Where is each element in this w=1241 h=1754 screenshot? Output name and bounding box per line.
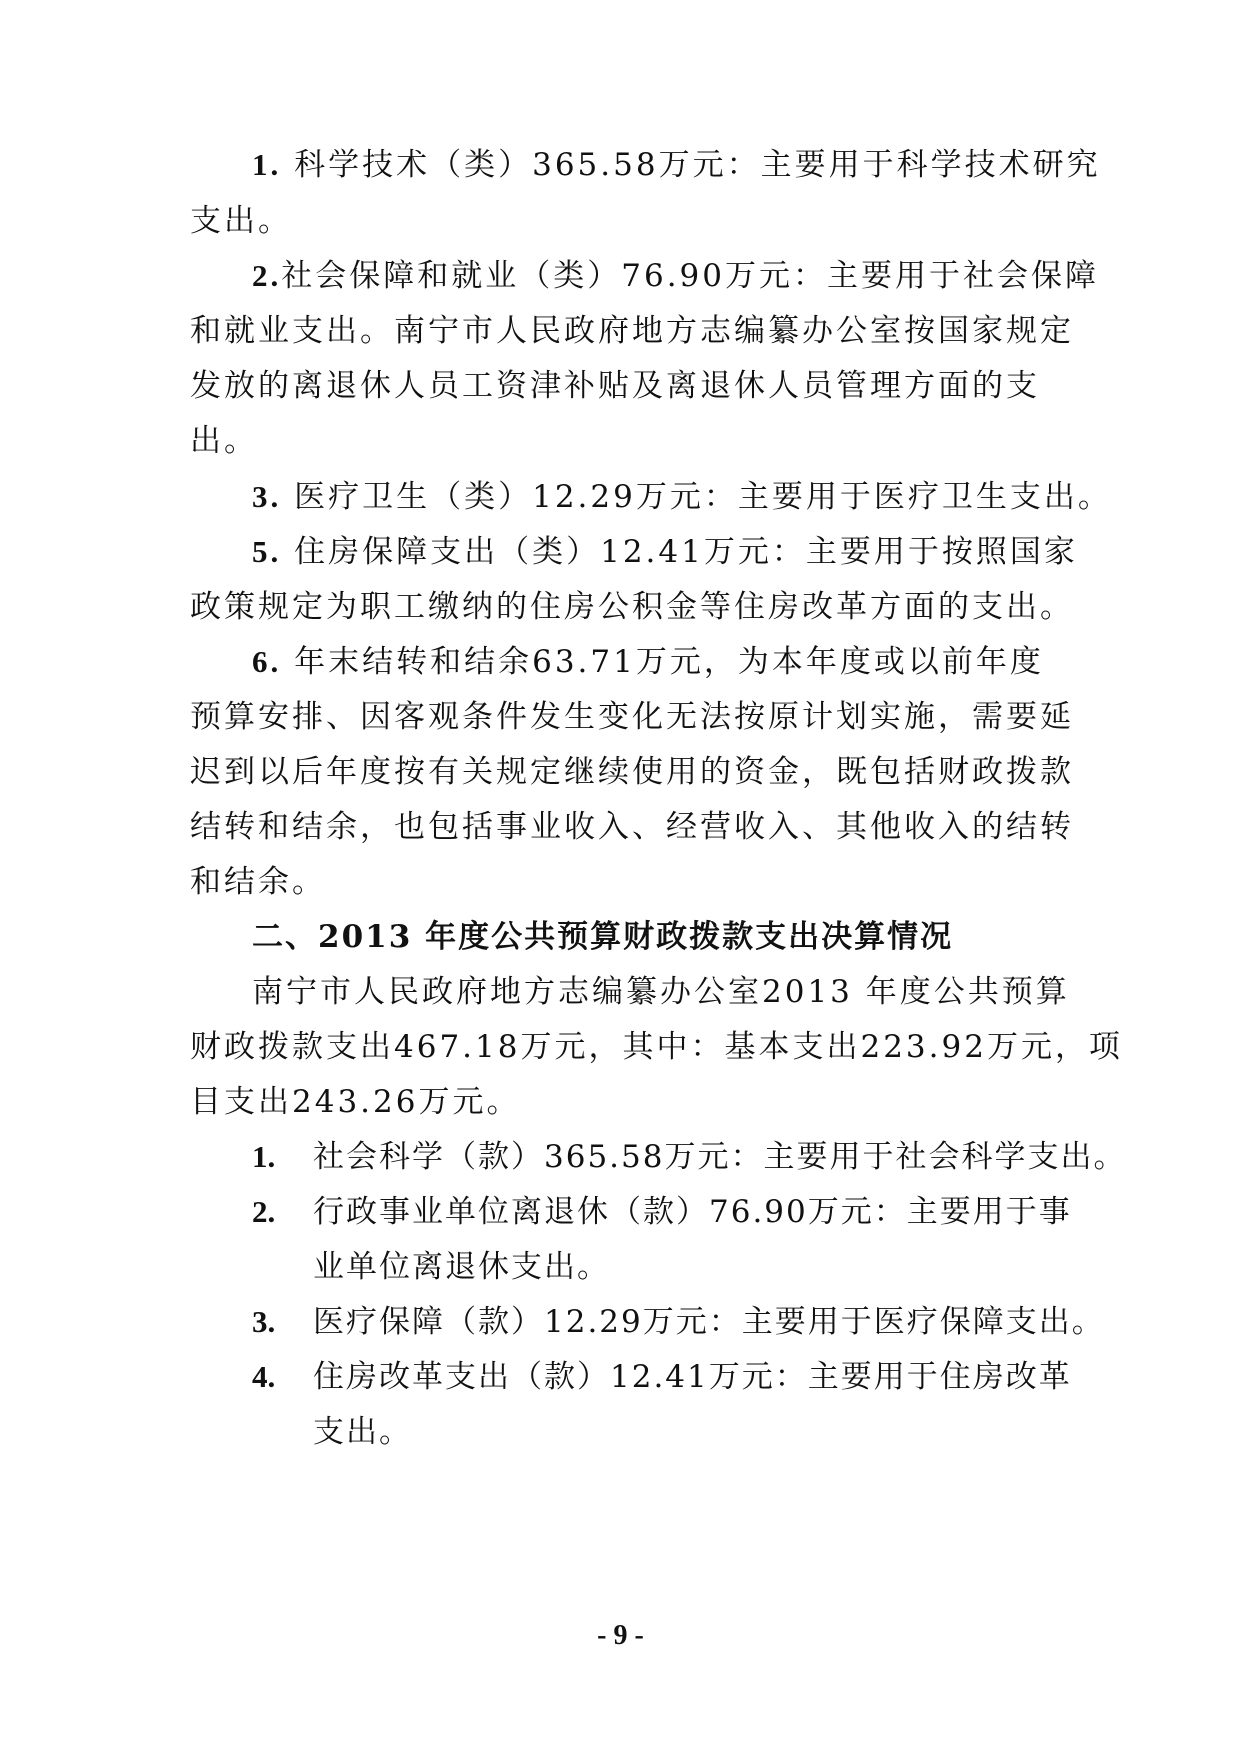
item-2-line-4: 出。	[190, 423, 258, 459]
s2-item-3-line-1: 医疗保障（款）12.29万元：主要用于医疗保障支出。	[313, 1304, 1105, 1340]
item-5-text: 住房保障支出（类）12.41万元：主要用于按照国家	[294, 534, 1078, 570]
item-6-text: 年末结转和结余63.71万元，为本年度或以前年度	[294, 644, 1044, 680]
s2-item-1-number: 1.	[252, 1139, 276, 1174]
item-1-text: 科学技术（类）365.58万元：主要用于科学技术研究	[294, 147, 1101, 183]
s2-item-2-line-1: 行政事业单位离退休（款）76.90万元：主要用于事	[313, 1194, 1072, 1230]
s2-item-2-line-2: 业单位离退休支出。	[313, 1249, 610, 1285]
section-2-intro-line-3: 目支出243.26万元。	[190, 1084, 521, 1120]
item-3-number: 3.	[252, 479, 282, 514]
page-number: - 9 -	[597, 1620, 644, 1651]
s2-item-4-number: 4.	[252, 1359, 276, 1394]
item-6-line-1	[252, 642, 1050, 682]
item-2-line-3: 发放的离退休人员工资津补贴及离退休人员管理方面的支	[190, 368, 1040, 404]
s2-item-1-line-1: 社会科学（款）365.58万元：主要用于社会科学支出。	[313, 1139, 1127, 1175]
item-6-number: 6.	[252, 644, 282, 679]
item-2-line-1	[252, 256, 1099, 296]
item-3-text: 医疗卫生（类）12.29万元：主要用于医疗卫生支出。	[294, 479, 1112, 515]
item-5-line-2: 政策规定为职工缴纳的住房公积金等住房改革方面的支出。	[190, 589, 1074, 625]
section-2-heading: 二、2013 年度公共预算财政拨款支出决算情况	[252, 919, 954, 955]
section-2-intro-line-2: 财政拨款支出467.18万元，其中：基本支出223.92万元，项	[190, 1029, 1123, 1065]
item-6-line-5: 和结余。	[190, 864, 326, 900]
item-3-line-1	[252, 477, 1112, 517]
s2-item-3-number: 3.	[252, 1304, 276, 1339]
s2-item-4-line-1: 住房改革支出（款）12.41万元：主要用于住房改革	[313, 1359, 1072, 1395]
item-1-line-2: 支出。	[190, 203, 292, 239]
s2-item-4-line-2: 支出。	[313, 1414, 412, 1450]
s2-item-2-number: 2.	[252, 1194, 276, 1229]
item-2-number: 2.	[252, 258, 282, 293]
item-1-line-1	[252, 145, 1101, 185]
item-2-line-2: 和就业支出。南宁市人民政府地方志编纂办公室按国家规定	[190, 313, 1074, 349]
item-2-text: 社会保障和就业（类）76.90万元：主要用于社会保障	[281, 258, 1099, 294]
item-6-line-3: 迟到以后年度按有关规定继续使用的资金，既包括财政拨款	[190, 754, 1074, 790]
item-6-line-4: 结转和结余，也包括事业收入、经营收入、其他收入的结转	[190, 809, 1074, 845]
item-1-number: 1.	[252, 147, 282, 182]
item-5-line-1	[252, 532, 1078, 572]
item-5-number: 5.	[252, 534, 282, 569]
item-6-line-2: 预算安排、因客观条件发生变化无法按原计划实施，需要延	[190, 699, 1074, 735]
section-2-intro-line-1: 南宁市人民政府地方志编纂办公室2013 年度公共预算	[252, 974, 1070, 1010]
